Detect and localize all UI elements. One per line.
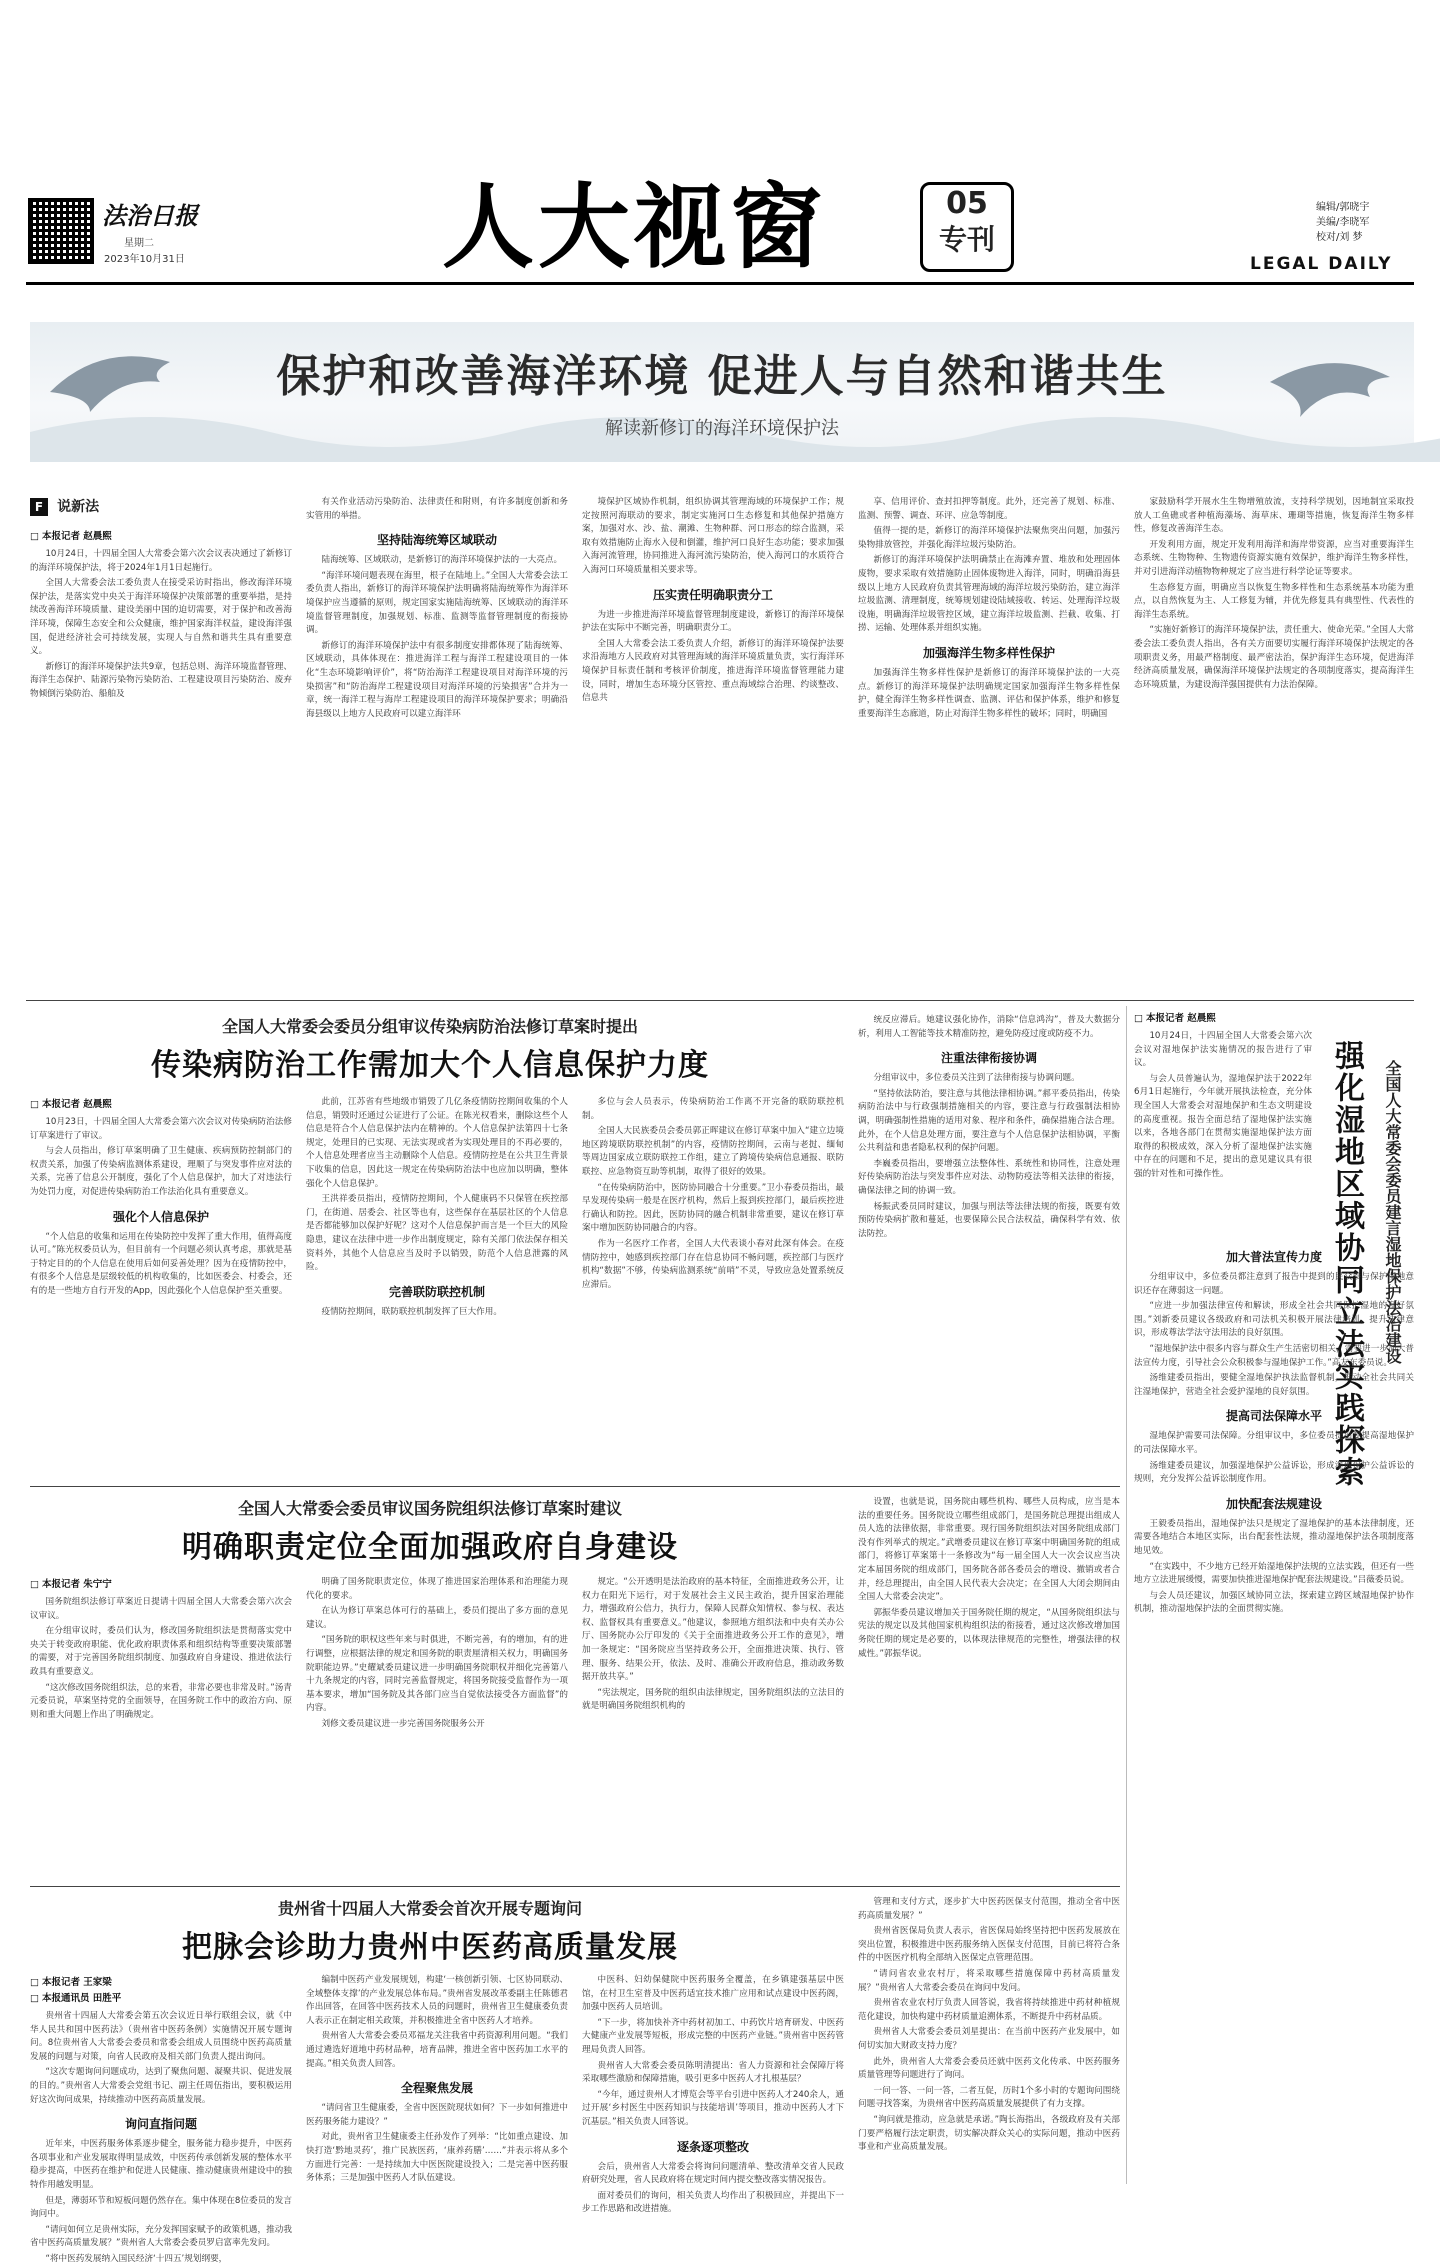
paragraph: 新修订的海洋环境保护法中有很多制度安排都体现了陆海统筹、区域联动，具体体现在：推进海洋工程与海洋工程建设项目的一体化“生态环境影响评价”，将“防治海洋工程建设项目对海洋环境的污染损害”和“防治海岸工程建设项目对海洋环境的污染损害”合并为一章，统一海洋工程与海岸工程建设项目的海洋环境保护要求；明确沿海县级以上地方人民政府可以建立海洋环	[306, 640, 568, 719]
paragraph: “个人信息的收集和运用在传染防控中发挥了重大作用，值得高度认可。”陈光权委员认为，但目前有一个问题必须认真考虑，那就是基于特定目的的个人信息在使用后如何妥善处理？因为在疫情防控中，有很多个人信息是层级较低的机构收集的，比如医委会、村委会，还有的是一些地方自行开发的App，因此强化个人信息保护至关重要。	[30, 1231, 292, 1296]
paragraph: 汤维建委员指出，要健全湿地保护执法监督机制，推动全社会共同关注湿地保护，营造全社会爱护湿地的良好氛围。	[1134, 1373, 1414, 1397]
paragraph: “实施好新修订的海洋环境保护法，责任重大、使命光荣。”全国人大常委会法工委负责人指出，各有关方面要切实履行海洋环境保护法规定的各项职责义务，用最严格制度、最严密法治，保护海洋生态环境，促进海洋经济高质量发展，确保海洋环境保护法规定的各项制度落实，提高海洋生态环境质量，为建设海洋强国提供有力法治保障。	[1134, 625, 1414, 690]
paragraph: 全国人大常委会法工委负责人介绍，新修订的海洋环境保护法要求沿海地方人民政府对其管理海域的海洋环境质量负责，实行海洋环境保护目标责任制和考核评价制度，推进海洋环境监督管理能力建设，同时，增加生态环境分区管控、重点海域综合治理、约谈整改、信息共	[582, 638, 844, 704]
article4-headline: 把脉会诊助力贵州中医药高质量发展	[182, 1930, 678, 1965]
paragraph: 设置，也就是说，国务院由哪些机构、哪些人员构成，应当是本法的重要任务。国务院设立哪些组成部门，是国务院总理提出组成人员人选的法律依据，非常重要。现行国务院组织法对国务院组成部门没有作列举式的规定。”武增委员建议在修订草案中明确国务院的组成部门，将修订草案第十一条修改为“每一届全国人大一次会议应当决定本届国务院的组成部门，国务院各部各委员会的增设、撤销或者合并，经总理提出，由全国人民代表大会决定；在全国人大闭会期间由全国人大常委会决定”。	[858, 1497, 1120, 1603]
paragraph: 多位与会人员表示，传染病防治工作离不开完备的联防联控机制。	[582, 1097, 844, 1121]
paragraph: 新修订的海洋环境保护法共9章，包括总则、海洋环境监督管理、海洋生态保护、陆源污染物污染防治、工程建设项目污染防治、废弃物倾倒污染防治、船舶及	[30, 661, 292, 699]
article3-headline: 明确职责定位全面加强政府自身建设	[182, 1530, 678, 1565]
paragraph: 全国人大常委会法工委负责人在接受采访时指出，修改海洋环境保护法，是落实党中央关于海洋环境保护决策部署的重要举措，是持续改善海洋环境质量、建设美丽中国的迫切需要，对于保护和改善海洋环境，保障生态安全和公众健康，维护国家海洋权益，建设海洋强国，促进经济社会可持续发展，实现人与自然和谐共生具有重要意义。	[30, 578, 292, 657]
paragraph: 与会人员还建议，加强区域协同立法，探索建立跨区域湿地保护协作机制，推动湿地保护法的全面贯彻实施。	[1134, 1590, 1414, 1615]
paragraph: 湿地保护需要司法保障。分组审议中，多位委员提出要提高湿地保护的司法保障水平。	[1134, 1431, 1414, 1455]
subheading: 加大普法宣传力度	[1225, 1250, 1322, 1264]
column-divider	[1126, 1006, 1127, 2184]
paragraph: 陆海统筹、区域联动，是新修订的海洋环境保护法的一大亮点。	[321, 555, 563, 566]
article4-col2	[306, 1974, 568, 2184]
paragraph: “请问省卫生健康委，全省中医医院现状如何？下一步如何推进中医药服务能力建设？”	[306, 2103, 568, 2127]
paragraph: 此外，贵州省人大常委会委员还就中医药文化传承、中医药服务质量管理等问题进行了询问。	[858, 2056, 1120, 2081]
paragraph: 生态修复方面，明确应当以恢复生物多样性和生态系统基本功能为重点，以自然恢复为主、人工修复为辅，并优先修复具有典型性、代表性的海洋生态系统。	[1134, 582, 1414, 620]
paragraph: 近年来，中医药服务体系逐步健全，服务能力稳步提升，中医药各项事业和产业发展取得明显成效，中医药传承创新发展的整体水平稳步提高，中医药在维护和促进人民健康、推动健康贵州建设中的独特作用越发明显。	[30, 2139, 292, 2190]
article2-col1	[30, 1096, 292, 1476]
masthead-rule	[26, 282, 1414, 285]
paragraph: 此前，江苏省有些地级市销毁了几亿条疫情防控期间收集的个人信息，销毁时还通过公证进行了公证。在陈光权看来，删除这些个人信息是符合个人信息保护法内在精神的。个人信息保护法第四十七条规定，处理目的已实现、无法实现或者为实现处理目的不再必要的，个人信息处理者应当主动删除个人信息。疫情防控是在公共卫生背景下收集的信息，因此这一规定在传染病防治法中也应加以明确，整体强化个人信息保护。	[306, 1097, 568, 1189]
paragraph: 编制中医药产业发展规划，构建‘一核创新引领、七区协同联动、全域整体支撑’的产业发展总体布局。”贵州省发展改革委副主任陈德君作出回答，在回答中医药技术人员的问题时，贵州省卫生健康委负责人表示正在制定相关政策，并积极推进全省中医药人才培养。	[306, 1975, 568, 2026]
proofreader: 校对/刘 梦	[1316, 232, 1363, 243]
paragraph: 贵州省农业农村厅负责人回答说，我省将持续推进中药材种植规范化建设，加快构建中药材质量追溯体系，不断提升中药材品质。	[858, 1998, 1120, 2022]
article3-col4	[858, 1496, 1120, 1876]
paragraph: 为进一步推进海洋环境监督管理制度建设，新修订的海洋环境保护法在实际中不断完善，明确职责分工。	[582, 609, 844, 634]
article2-byline: □ 本报记者 赵晨熙	[30, 1096, 292, 1110]
paragraph: 统反应滞后。她建议强化协作，消除“信息鸿沟”，普及大数据分析，利用人工智能等技术精准防控，避免防疫过度或防疫不力。	[858, 1015, 1120, 1039]
paragraph: 规定。“公开透明是法治政府的基本特征，全面推进政务公开，让权力在阳光下运行，对于发展社会主义民主政治，提升国家治理能力，增强政府公信力，执行力，保障人民群众知情权、参与权、表达权、监督权具有重要意义。”他建议，参照地方组织法和中央有关办公厅、国务院办公厅印发的《关于全面推进政务公开工作的意见》，增加一条规定：“国务院应当坚持政务公开，全面推进决策、执行、管理、服务、结果公开，依法、及时、准确公开政府信息，推动政务数据开放共享。”	[582, 1577, 844, 1683]
paragraph: 国务院组织法修订草案近日提请十四届全国人大常委会第六次会议审议。	[30, 1597, 292, 1621]
paragraph: “宪法规定，国务院的组织由法律规定，国务院组织法的立法目的就是明确国务院组织机构的	[582, 1687, 844, 1712]
column-label-icon: F	[30, 498, 48, 516]
paragraph: 有关作业活动污染防治、法律责任和附则，有许多制度创新和务实管用的举措。	[306, 497, 568, 521]
section-rule	[30, 1486, 1120, 1487]
article5-kicker: 全国人大常委会委员建言湿地保护法治建设	[1383, 1060, 1402, 1364]
paragraph: “湿地保护法中很多内容与群众生产生活密切相关，需要进一步加大普法宣传力度，引导社会公众积极参与湿地保护工作。”高友东委员说。	[1134, 1343, 1414, 1368]
section-rule	[26, 1000, 1414, 1001]
page-number: 05	[946, 186, 988, 221]
issue-date: 2023年10月31日	[104, 254, 185, 265]
paragraph: 明确了国务院职责定位，体现了推进国家治理体系和治理能力现代化的要求。	[306, 1577, 568, 1601]
article3-kicker: 全国人大常委会委员审议国务院组织法修订草案时建议	[237, 1499, 622, 1518]
article5-headline: 强化湿地区域协同立法实践探索	[1329, 1040, 1364, 1488]
paragraph: “应进一步加强法律宣传和解读，形成全社会共同保护湿地的良好氛围。”刘新委员建议各级政府和司法机关积极开展法律培训，提升法律意识，形成尊法学法守法用法的良好氛围。	[1134, 1301, 1414, 1339]
paragraph: 贵州省人大常委会委员刘星提出：在当前中医药产业发展中，如何切实加大财政支持力度？	[858, 2027, 1120, 2051]
paragraph: 贵州省医保局负责人表示，省医保局始终坚持把中医药发展放在突出位置，积极推进中医药服务纳入医保支付范围，目前已将符合条件的中医医疗机构全部纳入医保定点管理范围。	[858, 1926, 1120, 1964]
article4-byline2: □ 本报通讯员 田胜平	[30, 1990, 292, 2004]
dolphin-right-icon	[1413, 322, 1414, 323]
article4-byline: □ 本报记者 王家梁	[30, 1974, 292, 1988]
article1-col3	[582, 496, 844, 988]
paragraph: “询问就是推动，应急就是承诺。”陶长海指出，各级政府及有关部门要严格履行法定职责，切实解决群众关心的实际问题，推动中医药事业和产业高质量发展。	[858, 2114, 1120, 2153]
paragraph: 家鼓励科学开展水生生物增殖放流，支持科学规划，因地制宜采取投放人工鱼礁或者种植海藻场、海草床、珊瑚等措施，恢复海洋生物多样性，修复改善海洋生态。	[1134, 497, 1414, 535]
article5-byline: □ 本报记者 赵晨熙	[1134, 1010, 1312, 1024]
paragraph: 10月23日，十四届全国人大常委会第六次会议对传染病防治法修订草案进行了审议。	[30, 1117, 292, 1141]
paragraph: “在实践中，不少地方已经开始湿地保护法规的立法实践，但还有一些地方立法进展缓慢，需要加快推进湿地保护配套法规建设。”吕薇委员说。	[1134, 1561, 1414, 1586]
paragraph: 分组审议中，多位委员关注到了法律衔接与协调问题。	[873, 1073, 1080, 1084]
paragraph: 与会人员指出，修订草案明确了卫生健康、疾病预防控制部门的权责关系，加强了传染病监测体系建设，理顺了与突发事件应对法的关系，完善了信息公开制度，强化了个人信息保护，加大了对违法行为处罚力度，对促进传染病防治工作法治化具有重要意义。	[30, 1146, 292, 1197]
paragraph: 新修订的海洋环境保护法明确禁止在海滩弃置、堆放和处理固体废物，要求采取有效措施防止固体废物进入海洋，同时，明确沿海县级以上地方人民政府负责其管理海域的海洋垃圾污染防治，建立海洋垃圾监测、清理制度，统筹规划建设陆域接收、转运、处理海洋垃圾设施，明确海洋垃圾管控区域，建立海洋垃圾监测、拦截、收集、打捞、运输、处理体系并组织实施。	[858, 555, 1120, 634]
paragraph: 中医科、妇幼保健院中医药服务全覆盖，在乡镇建强基层中医馆，在村卫生室普及中医药适宜技术推广应用和试点建设中医药阁，加强中医药人员培训。	[582, 1975, 844, 2013]
article2-headline: 传染病防治工作需加大个人信息保护力度	[151, 1048, 709, 1083]
subheading: 注重法律衔接协调	[940, 1051, 1037, 1066]
article4-kicker: 贵州省十四届人大常委会首次开展专题询问	[277, 1899, 582, 1918]
article3-byline: □ 本报记者 朱宁宁	[30, 1576, 292, 1590]
paragraph: 但是，薄弱环节和短板问题仍然存在。集中体现在8位委员的发言询问中。	[30, 2195, 292, 2220]
subheading: 坚持陆海统筹区域联动	[376, 533, 497, 548]
paragraph: 在认为修订草案总体可行的基础上，委员们提出了多方面的意见建议。	[306, 1606, 568, 1630]
paragraph: 贵州省人大常委会委员邓福龙关注我省中药资源利用问题。“我们通过遴选好道地中药材品种，培育品牌，推进全省中医药加工水平的提高。”相关负责人回答。	[306, 2031, 568, 2069]
paragraph: 王洪祥委员指出，疫情防控期间，个人健康码不只保管在疾控部门，在街道、居委会、社区等也有，这些保存在基层社区的个人信息是否都能够加以保护好呢？这对个人信息保护而言是一个巨大的风险隐患，建议在法律中进一步作出制度规定，除有关部门依法保存相关资料外，其他个人信息应当及时予以销毁，防范个人信息泄露的风险。	[306, 1194, 568, 1273]
article3-col1	[30, 1576, 292, 1876]
banner	[30, 322, 1414, 462]
paper-name: 法治日报	[102, 201, 198, 230]
article1-col1	[30, 528, 292, 988]
weekday: 星期二	[124, 238, 154, 249]
paragraph: 全国人大民族委员会委员郭正晖建议在修订草案中加入“建立边境地区跨境联防联控机制”的内容，疫情防控期间，云南与老挝、缅甸等周边国家成立联防联控工作组，建立了跨境传染病信息通报、联防联控、应急物资互助等机制，取得了很好的效果。	[582, 1126, 844, 1177]
article1-byline: □ 本报记者 赵晨熙	[30, 528, 292, 542]
paragraph: “请问如何立足贵州实际，充分发挥国家赋予的政策机遇，推动我省中医药高质量发展？”贵州省人大常委会委员罗启富率先发问。	[30, 2224, 292, 2249]
article1-col5	[1134, 496, 1414, 988]
paragraph: “这次修改国务院组织法，总的来看，非常必要也非常及时。”汤青元委员说，草案坚持党的全面领导，在国务院工作中的政治方向、原则和重大问题上作出了明确规定。	[30, 1682, 292, 1720]
paragraph: 疫情防控期间，联防联控机制发挥了巨大作用。	[321, 1306, 502, 1317]
paragraph: 10月24日，十四届全国人大常委会第六次会议对湿地保护法实施情况的报告进行了审议。	[1134, 1031, 1312, 1069]
paragraph: 在分组审议时，委员们认为，修改国务院组织法是贯彻落实党中央关于转变政府职能、优化政府职责体系和组织结构等重要决策部署的需要，对于完善国务院组织制度、加强政府自身建设、推进依法行政具有重要意义。	[30, 1626, 292, 1677]
article4-col3	[582, 1974, 844, 2215]
page-type: 专刊	[938, 223, 995, 256]
subheading: 逐条逐项整改	[676, 2139, 749, 2154]
paragraph: “今年，通过贵州人才博览会等平台引进中医药人才240余人，通过开展‘乡村医生中医药知识与技能培训’等项目，推动中医药人才下沉基层。”相关负责人回答说。	[582, 2089, 844, 2127]
banner-subtitle: 解读新修订的海洋环境保护法	[605, 418, 839, 439]
subheading: 全程聚焦发展	[400, 2081, 473, 2096]
subheading: 完善联防联控机制	[388, 1284, 485, 1299]
article4-col4	[858, 1896, 1120, 2184]
english-masthead: LEGAL DAILY	[1250, 254, 1393, 274]
editor: 编辑/郭晓宇	[1316, 202, 1370, 213]
article3-col2	[306, 1576, 568, 1876]
section-title: 人大视窗	[442, 173, 827, 281]
qr-code	[28, 198, 94, 264]
paragraph: 王毅委员指出，湿地保护法只是规定了湿地保护的基本法律制度，还需要各地结合本地区实际，出台配套性法规，推动湿地保护法各项制度落地见效。	[1134, 1518, 1414, 1556]
subheading: 加强海洋生物多样性保护	[922, 645, 1055, 660]
paragraph: 开发利用方面，规定开发利用海洋和海岸带资源，应当对重要海洋生态系统、生物物种、生物遗传资源实施有效保护，维护海洋生物多样性，并对引进海洋动植物物种规定了应当进行科学论证等要求。	[1134, 539, 1414, 577]
paragraph: 会后，贵州省人大常委会将询问问题清单、整改清单交省人民政府研究处理，省人民政府将在规定时间内提交整改落实情况报告。	[582, 2161, 844, 2186]
paragraph: 管理和支付方式，逐步扩大中医药医保支付范围，推动全省中医药高质量发展？”	[858, 1897, 1120, 1921]
article2-col2	[306, 1096, 568, 1476]
paragraph: 刘修文委员建议进一步完善国务院服务公开	[321, 1718, 485, 1729]
paragraph: 作为一名医疗工作者，全国人大代表谈小春对此深有体会。在疫情防控中，她感到疾控部门存在信息协同不畅问题，疾控部门与医疗机构“数据”不够，传染病监测系统“前哨”不灵，导致应急处置系统反应滞后。	[582, 1238, 844, 1290]
article2-col3	[582, 1096, 844, 1476]
subheading: 询问直指问题	[124, 2117, 197, 2132]
paragraph: “海洋环境问题表现在海里，根子在陆地上。”全国人大常委会法工委负责人指出，新修订的海洋环境保护法明确将陆海统筹作为海洋环境保护应当遵循的原则，规定国家实施陆海统筹、区域联动的海洋环境监督管理制度，加强规划、标准、监测等监督管理制度的衔接协调。	[306, 570, 568, 636]
article2-kicker: 全国人大常委会委员分组审议传染病防治法修订草案时提出	[221, 1017, 638, 1036]
page-number-box	[920, 182, 1014, 272]
paragraph: 对此，贵州省卫生健康委主任孙发作了列举：“比如重点建设、加快打造‘黔地灵药’，推广民族医药，‘康养药膳’……”并表示将从多个方面进行完善：一是持续加大中医医院建设投入；二是完善中医药服务体系；三是加强中医药人才队伍建设。	[306, 2132, 568, 2184]
paragraph: 值得一提的是，新修订的海洋环境保护法聚焦突出问题，加强污染物排放管控，并强化海洋垃圾污染防治。	[858, 526, 1120, 550]
paragraph: 面对委员们的询问，相关负责人均作出了积极回应，并提出下一步工作思路和改进措施。	[582, 2190, 844, 2215]
dolphin-left-icon	[30, 322, 31, 323]
paragraph: “坚持依法防治，要注意与其他法律相协调。”郝平委员指出，传染病防治法中与行政强制措施相关的内容，要注意与行政强制法相协调，明确强制性措施的适用对象、程序和条件，确保措施合法合理。此外，在个人信息处理方面，要注意与个人信息保护法相协调，平衡公共利益和患者隐私权利的保护问题。	[858, 1088, 1120, 1154]
paragraph: 贵州省十四届人大常委会第五次会议近日举行联组会议，就《中华人民共和国中医药法》（贵州省中医药条例）实施情况开展专题询问。8位贵州省人大常委会委员和常委会组成人员围绕中医药高质量发展的问题与对策，向省人民政府及相关部门负责人提出询问。	[30, 2011, 292, 2062]
article2-col4	[858, 1014, 1120, 1476]
article1-col2	[306, 496, 568, 988]
article5-col-top	[1134, 1010, 1312, 1236]
article4-col1	[30, 1974, 292, 2264]
column-label-text: 说新法	[57, 499, 100, 515]
section-rule	[30, 1886, 1120, 1887]
paragraph: 10月24日，十四届全国人大常委会第六次会议表决通过了新修订的海洋环境保护法，将于2024年1月1日起施行。	[30, 549, 292, 573]
subheading: 加快配套法规建设	[1225, 1496, 1322, 1511]
art-editor: 美编/李晓军	[1316, 217, 1370, 228]
paragraph: 贵州省人大常委会委员陈明清提出：省人力资源和社会保障厅将采取哪些激励和保障措施，吸引更多中医药人才扎根基层？	[582, 2060, 844, 2085]
subheading: 提高司法保障水平	[1225, 1409, 1322, 1424]
paragraph: “这次专题询问问题成功，达到了聚焦问题、凝聚共识、促进发展的目的。”贵州省人大常委会党组书记、副主任周伍指出，要积极运用好这次询问成果，持续推动中医药高质量发展。	[30, 2067, 292, 2105]
article1-col4	[858, 496, 1120, 988]
article5-col-main	[1134, 1240, 1414, 2184]
paragraph: 郭振华委员建议增加关于国务院任期的规定，“从国务院组织法与宪法的规定以及其他国家机构组织法的衔接看，通过这次修改增加国务院任期的规定是必要的，以体现法律规范的完整性，增强法律的权威性。”郭振华说。	[858, 1607, 1120, 1659]
paragraph: 杨振武委员同时建议，加强与刑法等法律法规的衔接，既要有效预防传染病扩散和蔓延，也要保障公民合法权益，确保科学有效、依法防控。	[858, 1201, 1120, 1239]
paragraph: 与会人员普遍认为，湿地保护法于2022年6月1日起施行，今年就开展执法检查，充分体现全国人大常委会对湿地保护和生态文明建设的高度重视。报告全面总结了湿地保护法实施以来，各地各部门在贯彻实施湿地保护法方面取得的积极成效，深入分析了湿地保护法实施中存在的问题和不足，提出的意见建议具有很强的针对性和可操作性。	[1134, 1073, 1312, 1179]
article3-col3	[582, 1576, 844, 1876]
paragraph: “请问省农业农村厅，将采取哪些措施保障中药材高质量发展？”贵州省人大常委会委员在询问中发问。	[858, 1968, 1120, 1993]
paragraph: 李巍委员指出，要增强立法整体性、系统性和协同性，注意处理好传染病防治法与突发事件应对法、动物防疫法等相关法律的衔接，确保法律之间的协调一致。	[858, 1158, 1120, 1196]
paragraph: “在传染病防治中，医防协同融合十分重要。”卫小春委员指出，最早发现传染病一般是在医疗机构，然后上报到疾控部门，最后疾控进行确认和防控。因此，医防协同的融合机制非常重要，建议在修订草案中增加医防协同融合的内容。	[582, 1182, 844, 1234]
paragraph: “国务院的职权这些年来与时俱进，不断完善，有的增加，有的进行调整，应根据法律的规定和国务院的职责厘清相关权力，明确国务院职能边界。”史耀斌委员建议进一步明确国务院职权并细化完善第八十九条规定的内容，同时完善监督规定，将国务院接受监督作为一项基本要求，增加“国务院及其各部门应当自觉依法接受各方面监督”的内容。	[306, 1635, 568, 1714]
paragraph: 享、信用评价、查封扣押等制度。此外，还完善了规划、标准、监测、预警、调查、环评、应急等制度。	[858, 497, 1120, 521]
paragraph: “将中医药发展纳入国民经济‘十四五’规划纲要，	[45, 2253, 228, 2264]
staff-credits	[1316, 200, 1369, 245]
subheading: 压实责任明确职责分工	[652, 587, 773, 602]
paragraph: 一问一答、一问一答，二者互促，历时1个多小时的专题询问围绕问题寻找答案，为贵州省中医药高质量发展提供了有力支撑。	[858, 2085, 1120, 2110]
subheading: 强化个人信息保护	[112, 1209, 209, 1224]
paragraph: 境保护区域协作机制，组织协调其管理海域的环境保护工作；规定按照河海联动的要求，制定实施河口生态修复和其他保护措施方案，加强对水、沙、盐、潮滩、生物种群、河口形态的综合监测，采取有效措施防止海水入侵和倒灌，维护河口良好生态功能；要求加强入海河流管理，协同推进入海河流污染防治，使入海河口的水质符合入海河口环境质量相关要求等。	[582, 497, 844, 575]
paragraph: 汤维建委员建议，加强湿地保护公益诉讼，形成湿地保护公益诉讼的规则，充分发挥公益诉讼制度作用。	[1134, 1460, 1414, 1485]
column-label	[30, 496, 142, 518]
paragraph: 加强海洋生物多样性保护是新修订的海洋环境保护法的一大亮点。新修订的海洋环境保护法明确规定国家加强海洋生物多样性保护，健全海洋生物多样性调查、监测、评估和保护体系，维护和修复重要海洋生态廊道，防止对海洋生物多样性的破坏；同时，明确国	[858, 667, 1120, 719]
paragraph: 分组审议中，多位委员都注意到了报告中提到的民众参与保护湿地意识还存在薄弱这一问题。	[1134, 1272, 1414, 1296]
paragraph: “下一步，将加快补齐中药材初加工、中药饮片培育研发、中医药大健康产业发展等短板，形成完整的中医药产业链。”贵州省中医药管理局负责人回答。	[582, 2017, 844, 2055]
banner-title: 保护和改善海洋环境 促进人与自然和谐共生	[276, 351, 1168, 402]
